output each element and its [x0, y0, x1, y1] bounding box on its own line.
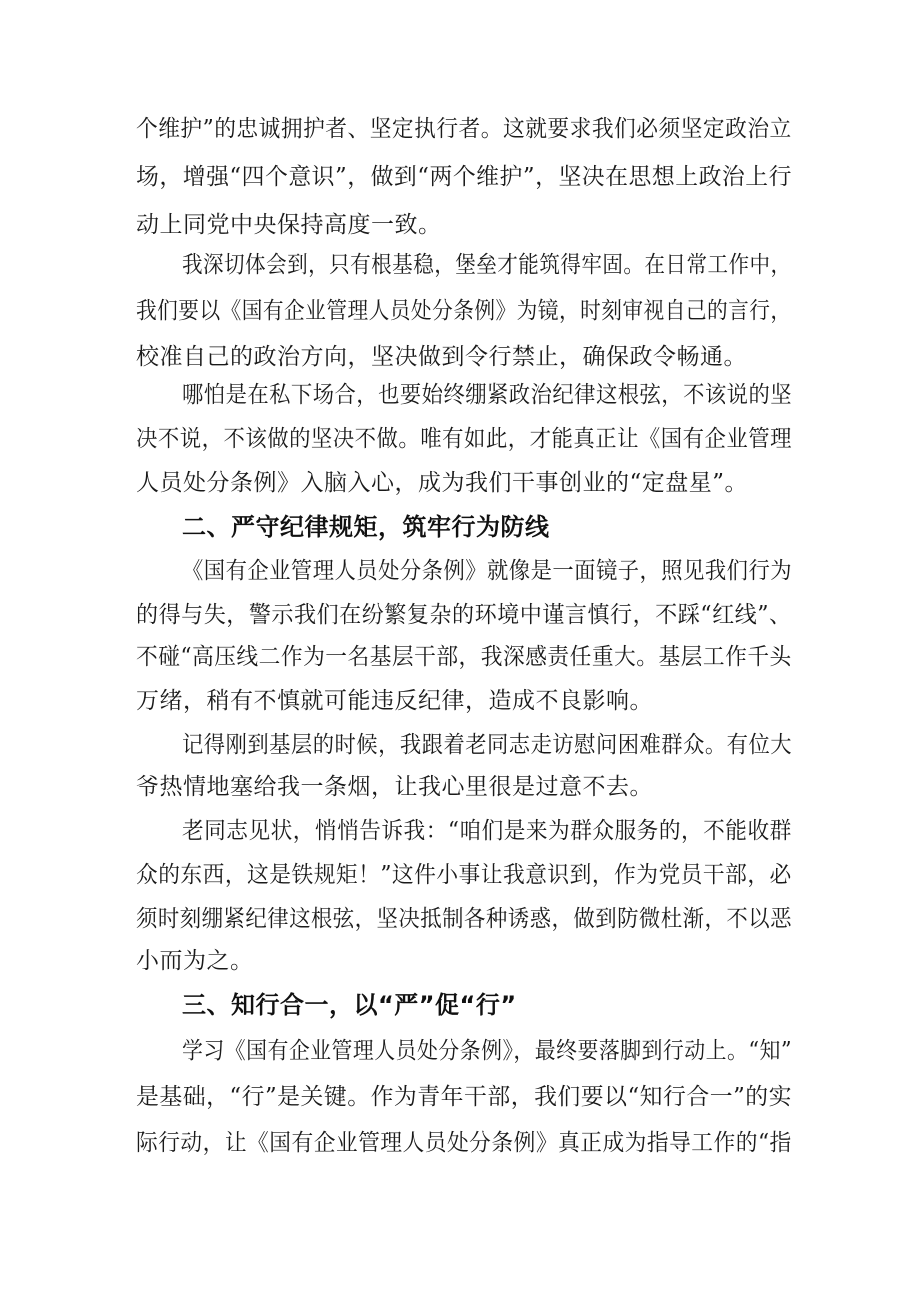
body-text-line: 决不说，不该做的坚决不做。唯有如此，才能真正让《国有企业管理 [136, 426, 793, 452]
body-text-line: 须时刻绷紧纪律这根弦，坚决抵制各种诱惑，做到防微杜渐，不以恶 [136, 906, 793, 932]
body-text-line: 我们要以《国有企业管理人员处分条例》为镜，时刻审视自己的言行， [136, 298, 792, 324]
body-text-line: 小而为之。 [136, 948, 254, 974]
body-text-line: 《国有企业管理人员处分条例》就像是一面镜子，照见我们行为 [182, 558, 793, 584]
body-text-line: 学习《国有企业管理人员处分条例》，最终要落脚到行动上。“知” [182, 1038, 793, 1064]
body-text-line: 哪怕是在私下场合，也要始终绷紧政治纪律这根弦，不该说的坚 [182, 382, 793, 408]
body-text-line: 万绪，稍有不慎就可能违反纪律，造成不良影响。 [136, 688, 653, 714]
body-text-line: 的得与失，警示我们在纷繁复杂的环境中谨言慎行，不踩“红线”、 [136, 602, 792, 628]
body-text-line: 个维护”的忠诚拥护者、坚定执行者。这就要求我们必须坚定政治立 [136, 116, 792, 142]
section-heading: 三、知行合一，以“严”促“行” [182, 991, 517, 1019]
body-text-line: 老同志见状，悄悄告诉我：“咱们是来为群众服务的，不能收群 [182, 818, 792, 844]
body-text-line: 众的东西，这是铁规矩！”这件小事让我意识到，作为党员干部，必 [136, 862, 792, 888]
body-text-line: 不碰“高压线二作为一名基层干部，我深感责任重大。基层工作千头 [136, 644, 792, 670]
body-text-line: 爷热情地塞给我一条烟，让我心里很是过意不去。 [136, 774, 653, 800]
body-text-line: 我深切体会到，只有根基稳，堡垒才能筑得牢固。在日常工作中， [182, 252, 792, 278]
section-heading: 二、严守纪律规矩，筑牢行为防线 [182, 513, 550, 541]
body-text-line: 际行动，让《国有企业管理人员处分条例》真正成为指导工作的“指 [136, 1130, 792, 1156]
body-text-line: 是基础，“行”是关键。作为青年干部，我们要以“知行合一”的实 [136, 1084, 793, 1110]
body-text-line: 场，增强“四个意识”，做到“两个维护”，坚决在思想上政治上行 [136, 164, 793, 190]
body-text-line: 校准自己的政治方向，坚决做到令行禁止，确保政令畅通。 [136, 344, 747, 370]
body-text-line: 记得刚到基层的时候，我跟着老同志走访慰问困难群众。有位大 [182, 732, 793, 758]
body-text-line: 动上同党中央保持高度一致。 [136, 212, 442, 238]
body-text-line: 人员处分条例》入脑入心，成为我们干事创业的“定盘星”。 [136, 470, 749, 496]
